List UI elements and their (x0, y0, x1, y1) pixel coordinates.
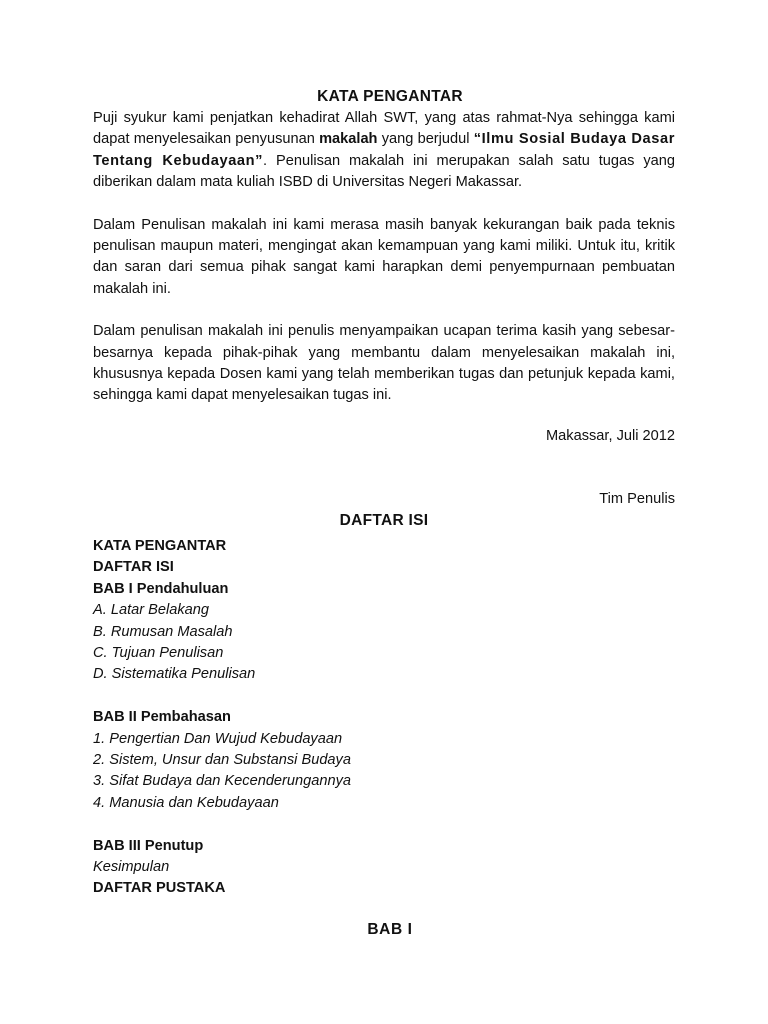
foreword-paragraph-3: Dalam penulisan makalah ini penulis menyampaikan ucapan terima kasih yang sebesar-besarnya kepada pihak-pihak yang membantu dalam menyelesaikan makalah ini, khususnya kepada Dosen kami yang telah memberikan tugas dan petunjuk kepada kami, sehingga kami dapat menyelesaikan tugas ini. (93, 323, 675, 404)
foreword-p1-text-2: yang berjudul (377, 131, 474, 148)
signature: Tim Penulis (599, 490, 675, 507)
foreword-paragraph-1 (93, 108, 675, 194)
toc-item: BAB II Pembahasan (93, 709, 231, 726)
toc-item: 3. Sifat Budaya dan Kecenderungannya (93, 773, 352, 790)
foreword-p1-bold-title: “Ilmu Sosial Budaya Dasar Tentang Kebudayaan” (93, 131, 675, 169)
foreword-title: KATA PENGANTAR (317, 88, 463, 105)
toc-item: 2. Sistem, Unsur dan Substansi Budaya (93, 751, 351, 768)
chapter-heading: BAB I (367, 920, 413, 938)
toc-item: 4. Manusia dan Kebudayaan (93, 794, 279, 811)
foreword-p1-text-1: Puji syukur kami penjatkan kehadirat Allah SWT, yang atas rahmat-Nya sehingga kami dapat menyelesaikan penyusunan (93, 110, 675, 148)
toc-item: C. Tujuan Penulisan (93, 644, 224, 661)
foreword-p1-bold-makalah: makalah (319, 131, 378, 148)
place-date: Makassar, Juli 2012 (546, 427, 675, 444)
toc-item: BAB III Penutup (93, 837, 204, 854)
toc-item: A. Latar Belakang (93, 602, 210, 619)
toc-item: D. Sistematika Penulisan (93, 666, 256, 683)
toc-item: B. Rumusan Masalah (93, 623, 233, 640)
toc-item: KATA PENGANTAR (93, 537, 227, 554)
toc-item: 1. Pengertian Dan Wujud Kebudayaan (93, 730, 343, 747)
foreword-p1-text-3: . Penulisan makalah ini merupakan salah satu tugas yang diberikan dalam mata kuliah ISBD di Universitas Negeri Makassar. (93, 152, 675, 191)
toc-item: DAFTAR PUSTAKA (93, 880, 226, 897)
toc-item: BAB I Pendahuluan (93, 580, 229, 597)
toc-item: DAFTAR ISI (93, 559, 174, 576)
document-page (93, 86, 675, 941)
toc-item: Kesimpulan (93, 858, 170, 875)
toc-title: DAFTAR ISI (339, 511, 429, 529)
foreword-paragraph-2: Dalam Penulisan makalah ini kami merasa masih banyak kekurangan baik pada teknis penulisan maupun materi, mengingat akan kemampuan yang kami miliki. Untuk itu, kritik dan saran dari semua pihak sangat kami harapkan demi penyempurnaan pembuatan makalah ini. (93, 216, 675, 297)
toc-list (93, 536, 675, 900)
